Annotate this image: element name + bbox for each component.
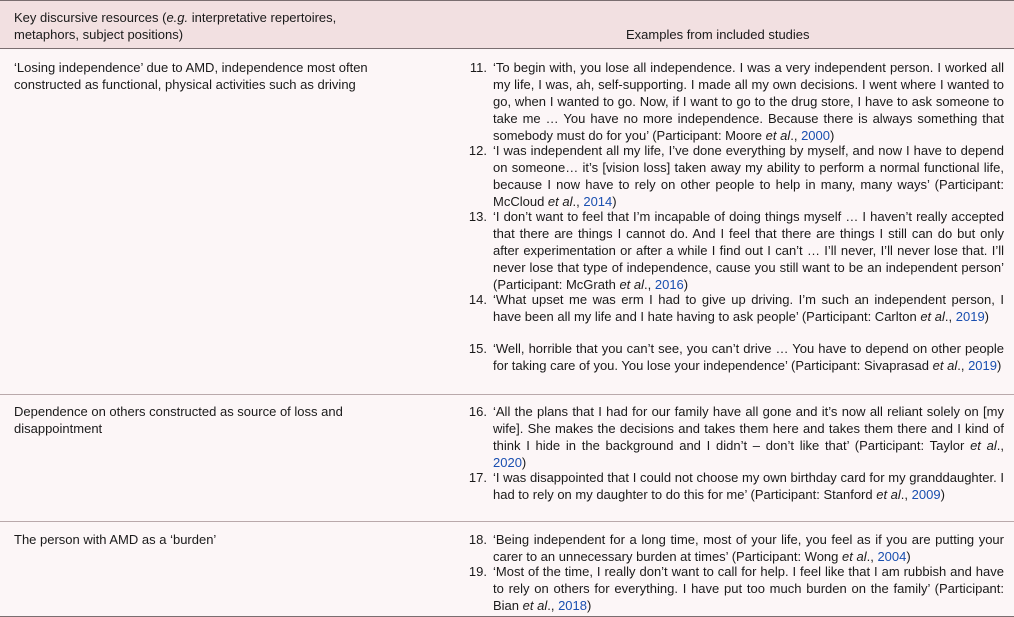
table-header — [0, 0, 1014, 49]
header-eg: e.g. — [166, 10, 189, 25]
quote-text: ‘Well, horrible that you can’t see, you can’t drive … You have to depend on other people for taking care of you. You lose your independence’ (Participant: Sivaprasad et al., 2019) — [493, 341, 1004, 373]
citation-link[interactable]: 2016 — [654, 277, 684, 292]
quote-number: 16. — [468, 404, 487, 419]
citation-link[interactable]: 2018 — [558, 598, 587, 613]
table-row — [0, 522, 1014, 617]
citation-link[interactable]: 2009 — [911, 487, 941, 502]
citation-link[interactable]: 2019 — [968, 358, 997, 373]
quote-item — [462, 469, 1002, 520]
quote-number: 19. — [468, 564, 487, 579]
quote-text: ‘I was independent all my life, I’ve done everything by myself, and now I have to depend on someone… it’s [vision loss] taken away my ability to perform a normal functional life, because I now have to rely on other people to help in many, many ways’ (Participant: McCloud et al., 2014) — [493, 143, 1004, 209]
theme-cell — [14, 59, 434, 93]
citation-link[interactable]: 2019 — [955, 309, 985, 324]
quote-item — [462, 142, 1002, 210]
quote-item — [462, 340, 1002, 391]
citation-link[interactable]: 2020 — [493, 455, 522, 470]
theme-cell — [14, 531, 434, 548]
quote-number: 15. — [468, 341, 487, 356]
quote-text: ‘I don’t want to feel that I’m incapable of doing things myself … I haven’t really accepted that there are things I cannot do. And I feel that there are things I still can do but only after experimentation or after a while I find out I can’t … I’ll never, I’ll never lose that. I’ll never lose that type of independence, cause you still want to be an independent person’ (Participant: McGrath et al., 2016) — [493, 209, 1004, 292]
quote-text: ‘All the plans that I had for our family have all gone and it’s now all reliant solely on [my wife]. She makes the decisions and takes them here and takes them there and I kind of think I hide in the background and I didn’t – don’t like that’ (Participant: Taylor et al., 2020) — [493, 404, 1004, 470]
header-examples: Examples from included studies — [626, 27, 810, 42]
theme-line: Dependence on others constructed as source of loss and — [14, 404, 343, 419]
header-text: metaphors, subject positions) — [14, 27, 184, 42]
quote-number: 14. — [468, 292, 487, 307]
quote-item — [462, 403, 1002, 471]
table-row — [0, 49, 1014, 395]
theme-line: ‘Losing independence’ due to AMD, independence most often — [14, 60, 368, 75]
theme-line: constructed as functional, physical activities such as driving — [14, 77, 356, 92]
quote-text: ‘Most of the time, I really don’t want to call for help. I feel like that I am rubbish and have to rely on others for everything. I have put too much burden on the family’ (Participant: Bian et al., 2018) — [493, 564, 1004, 613]
header-text: Key discursive resources ( — [14, 10, 167, 25]
theme-cell — [14, 403, 434, 437]
theme-line: disappointment — [14, 421, 103, 436]
quote-number: 12. — [468, 143, 487, 158]
citation-link[interactable]: 2014 — [583, 194, 613, 209]
quote-text: ‘What upset me was erm I had to give up driving. I’m such an independent person, I have been all my life and I hate having to ask people’ (Participant: Carlton et al., 2019) — [493, 292, 1004, 324]
quote-text: ‘Being independent for a long time, most of your life, you feel as if you are putting your carer to an unnecessary burden at times’ (Participant: Wong et al., 2004) — [493, 532, 1004, 564]
quote-number: 17. — [468, 470, 487, 485]
quote-item — [462, 59, 1002, 144]
quote-text: ‘I was disappointed that I could not choose my own birthday card for my granddaughter. I had to rely on my daughter to do this for me’ (Participant: Stanford et al., 2009) — [493, 470, 1004, 502]
theme-line: The person with AMD as a ‘burden’ — [14, 532, 217, 547]
quote-item — [462, 531, 1002, 565]
quote-number: 18. — [468, 532, 487, 547]
quote-item — [462, 208, 1002, 293]
table-row — [0, 395, 1014, 522]
quote-item — [462, 291, 1002, 342]
header-key-resources — [14, 9, 434, 43]
quote-text: ‘To begin with, you lose all independence. I was a very independent person. I worked all my life, I was, ah, self-supporting. I made all my own decisions. I went where I wanted to go, when I wanted to go. Now, if I want to go to the drug store, I have to ask someone to take me … You have no more independence. Because there is always something that somebody must do for you’ (Participant: Moore et al., 2000) — [493, 60, 1004, 143]
quote-number: 13. — [468, 209, 487, 224]
quote-number: 11. — [469, 60, 487, 75]
quote-item — [462, 563, 1002, 614]
citation-link[interactable]: 2004 — [877, 549, 907, 564]
header-text: interpretative repertoires, — [188, 10, 337, 25]
citation-link[interactable]: 2000 — [801, 128, 830, 143]
